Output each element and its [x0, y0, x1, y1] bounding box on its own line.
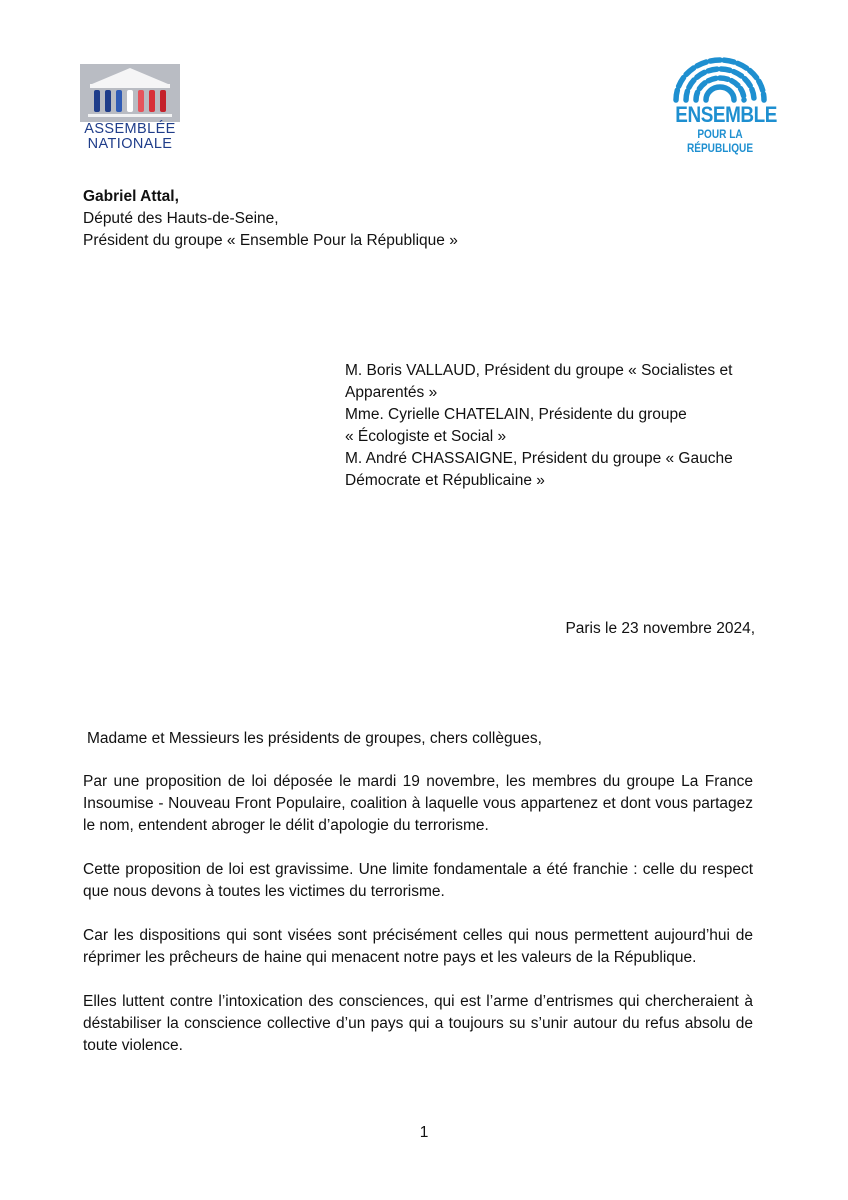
sender-name: Gabriel Attal,	[83, 188, 179, 205]
body-paragraph: Elles luttent contre l’intoxication des consciences, qui est l’arme d’entrismes qui chercheraient à déstabiliser la conscience collective d’un pays qui a toujours su s’unir autour du refus absolu de toute violence.	[83, 993, 753, 1054]
body-paragraph: Par une proposition de loi déposée le mardi 19 novembre, les membres du groupe La France Insoumise - Nouveau Front Populaire, coalition à laquelle vous appartenez et dont vous partagez le nom, entendent abroger le délit d’apologie du terrorisme.	[83, 773, 753, 834]
sender-block	[83, 186, 458, 252]
recipient-line: Mme. Cyrielle CHATELAIN, Présidente du groupe	[345, 406, 687, 423]
recipient-line: « Écologiste et Social »	[345, 428, 507, 445]
recipient-line: M. Boris VALLAUD, Président du groupe « Socialistes et	[345, 362, 733, 379]
body-paragraph: Cette proposition de loi est gravissime. Une limite fondamentale a été franchie : celle du respect que nous devons à toutes les victimes du terrorisme.	[83, 861, 753, 900]
ensemble-logo-word: ENSEMBLE	[675, 102, 777, 127]
recipient-line: Démocrate et Républicaine »	[345, 472, 545, 489]
assemblee-logo-line2: NATIONALE	[87, 136, 173, 152]
letter-date: Paris le 23 novembre 2024,	[565, 620, 755, 637]
ensemble-logo	[668, 56, 777, 155]
assemblee-logo-line1: ASSEMBLÉE	[84, 121, 176, 137]
hemicycle-icon	[80, 64, 180, 122]
recipients-block	[345, 360, 765, 492]
recipient-line: M. André CHASSAIGNE, Président du groupe « Gauche	[345, 450, 733, 467]
sender-title-2: Président du groupe « Ensemble Pour la République »	[83, 232, 458, 249]
ensemble-logo-subtitle: POUR LA RÉPUBLIQUE	[686, 127, 754, 155]
body-paragraph: Car les dispositions qui sont visées sont précisément celles qui nous permettent aujourd’hui de réprimer les prêcheurs de haine qui menacent notre pays et les valeurs de la République.	[83, 927, 753, 966]
letter-body	[83, 771, 753, 1079]
ensemble-arc-icon	[668, 56, 772, 106]
sender-title-1: Député des Hauts-de-Seine,	[83, 210, 279, 227]
recipient-line: Apparentés »	[345, 384, 438, 401]
assemblee-nationale-logo	[80, 64, 180, 154]
salutation: Madame et Messieurs les présidents de groupes, chers collègues,	[87, 730, 542, 747]
page-number: 1	[419, 1124, 429, 1141]
